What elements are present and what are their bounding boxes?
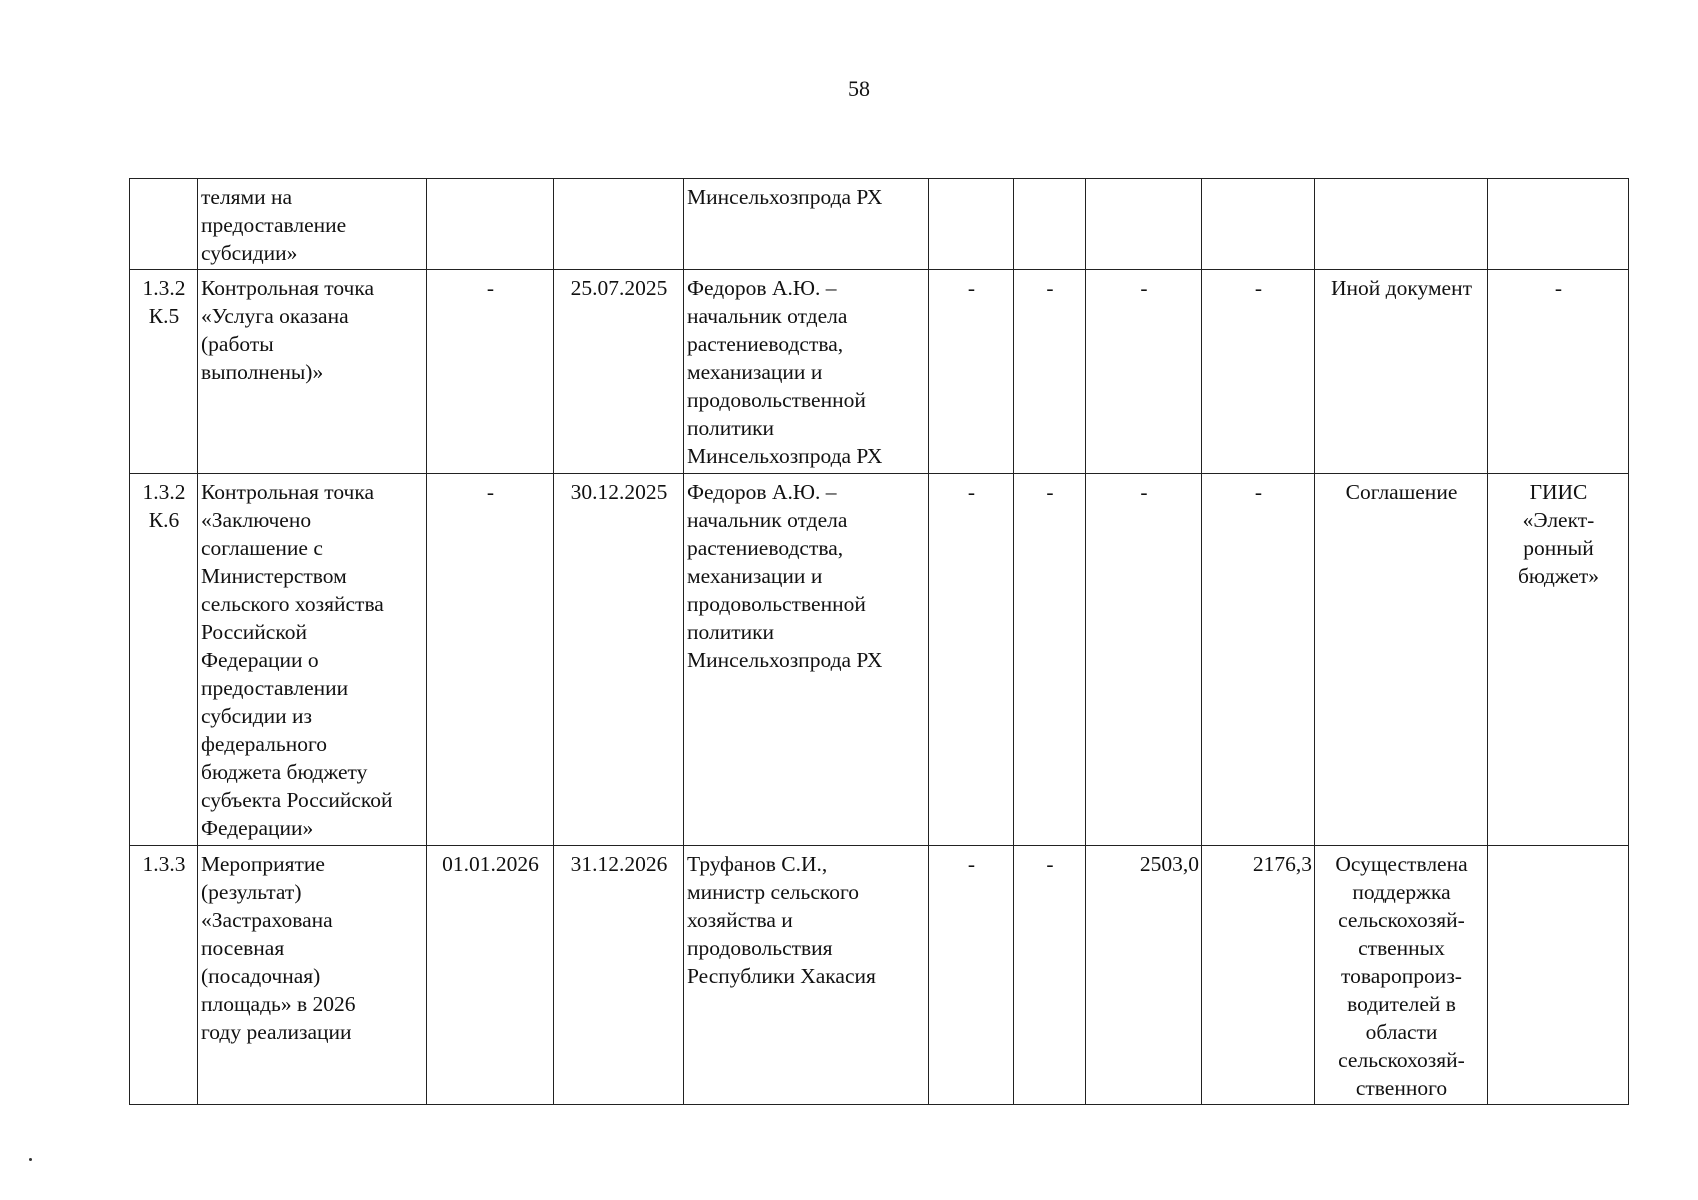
- document-cell: Иной документ: [1315, 270, 1488, 474]
- measure-name-cell: телями на предоставление субсидии»: [198, 179, 427, 270]
- row-number-cell: [130, 179, 198, 270]
- scan-speck: [29, 1158, 32, 1161]
- end-date-cell: 25.07.2025: [554, 270, 684, 474]
- value-cell-4: -: [1202, 270, 1315, 474]
- row-number-cell: 1.3.2 К.5: [130, 270, 198, 474]
- system-cell: ГИИС «Элект- ронный бюджет»: [1488, 474, 1629, 846]
- document-cell: Осуществлена поддержка сельскохозяй- ственных товаропроиз- водителей в области сельскохозяй- ственного: [1315, 846, 1488, 1105]
- responsible-cell: Минсельхозпрода РХ: [684, 179, 929, 270]
- table-row: [130, 846, 1629, 1105]
- value-cell-1: -: [929, 270, 1014, 474]
- system-cell: [1488, 179, 1629, 270]
- value-cell-1: -: [929, 474, 1014, 846]
- value-cell-1: [929, 179, 1014, 270]
- value-cell-3: -: [1086, 270, 1202, 474]
- value-cell-1: -: [929, 846, 1014, 1105]
- responsible-cell: Труфанов С.И., министр сельского хозяйства и продовольствия Республики Хакасия: [684, 846, 929, 1105]
- page-number: 58: [848, 76, 870, 101]
- value-cell-3: [1086, 179, 1202, 270]
- value-cell-4: [1202, 179, 1315, 270]
- row-number-cell: 1.3.3: [130, 846, 198, 1105]
- value-cell-2: -: [1014, 474, 1086, 846]
- measure-name-cell: Мероприятие (результат) «Застрахована посевная (посадочная) площадь» в 2026 году реализации: [198, 846, 427, 1105]
- end-date-cell: 30.12.2025: [554, 474, 684, 846]
- start-date-cell: -: [427, 270, 554, 474]
- responsible-cell: Федоров А.Ю. – начальник отдела растениеводства, механизации и продовольственной политики Минсельхозпрода РХ: [684, 270, 929, 474]
- value-cell-3: 2503,0: [1086, 846, 1202, 1105]
- value-cell-4: 2176,3: [1202, 846, 1315, 1105]
- table-row: [130, 179, 1629, 270]
- measure-name-cell: Контрольная точка «Услуга оказана (работы выполнены)»: [198, 270, 427, 474]
- end-date-cell: 31.12.2026: [554, 846, 684, 1105]
- start-date-cell: -: [427, 474, 554, 846]
- value-cell-4: -: [1202, 474, 1315, 846]
- plan-table: [129, 178, 1629, 1105]
- start-date-cell: 01.01.2026: [427, 846, 554, 1105]
- document-cell: Соглашение: [1315, 474, 1488, 846]
- value-cell-3: -: [1086, 474, 1202, 846]
- row-number-cell: 1.3.2 К.6: [130, 474, 198, 846]
- measure-name-cell: Контрольная точка «Заключено соглашение с Министерством сельского хозяйства Российской Федерации о предоставлении субсидии из федерального бюджета бюджету субъекта Российской Федерации»: [198, 474, 427, 846]
- table-row: [130, 270, 1629, 474]
- start-date-cell: [427, 179, 554, 270]
- document-cell: [1315, 179, 1488, 270]
- end-date-cell: [554, 179, 684, 270]
- value-cell-2: -: [1014, 846, 1086, 1105]
- table-row: [130, 474, 1629, 846]
- system-cell: [1488, 846, 1629, 1105]
- system-cell: -: [1488, 270, 1629, 474]
- value-cell-2: [1014, 179, 1086, 270]
- responsible-cell: Федоров А.Ю. – начальник отдела растениеводства, механизации и продовольственной политики Минсельхозпрода РХ: [684, 474, 929, 846]
- value-cell-2: -: [1014, 270, 1086, 474]
